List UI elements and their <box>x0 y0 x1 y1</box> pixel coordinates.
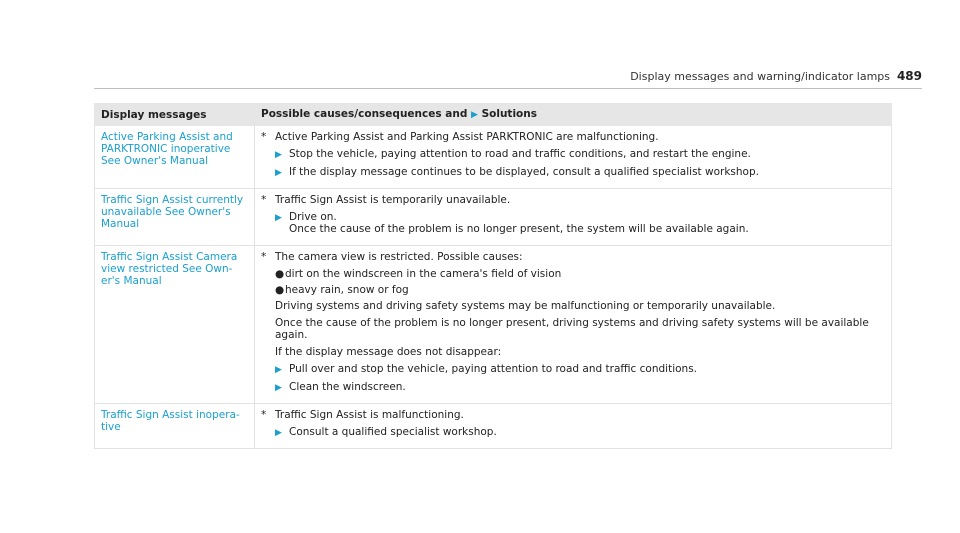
table-header-row <box>95 104 892 126</box>
causes-cell <box>255 189 892 246</box>
solution-step <box>261 426 885 438</box>
bullet-icon: ● <box>275 268 285 280</box>
step-text: Drive on. <box>289 211 337 223</box>
cause-line <box>261 194 885 206</box>
causes-cell <box>255 246 892 404</box>
consequence-text: Driving systems and driving safety systems may be malfunctioning or temporarily unavailable. <box>275 300 776 312</box>
table-row <box>95 246 892 404</box>
step-text: Pull over and stop the vehicle, paying attention to road and traffic conditions. <box>289 363 697 375</box>
column-header-causes <box>255 104 892 126</box>
display-message: Traffic Sign Assist Camera view restricted See Own-er's Manual <box>95 246 255 404</box>
cause-bullet <box>261 284 885 296</box>
solution-step <box>261 363 885 375</box>
star-icon: * <box>261 194 267 206</box>
step-text: Clean the windscreen. <box>289 381 406 393</box>
table-row <box>95 189 892 246</box>
causes-cell <box>255 404 892 449</box>
display-messages-table <box>94 103 892 449</box>
solution-arrow-icon: ▶ <box>471 110 478 120</box>
display-message: Active Parking Assist and PARKTRONIC inoperative See Owner's Manual <box>95 126 255 189</box>
solution-step <box>261 166 885 178</box>
arrow-icon: ▶ <box>275 365 282 375</box>
arrow-icon: ▶ <box>275 168 282 178</box>
step-text: If the display message continues to be displayed, consult a qualified specialist workshop. <box>289 166 759 178</box>
causes-cell <box>255 126 892 189</box>
solution-step <box>261 148 885 160</box>
step-text: Consult a qualified specialist workshop. <box>289 426 497 438</box>
display-message: Traffic Sign Assist currently unavailable See Owner's Manual <box>95 189 255 246</box>
star-icon: * <box>261 251 267 263</box>
star-icon: * <box>261 409 267 421</box>
consequence-text: Once the cause of the problem is no longer present, driving systems and driving safety systems will be available again. <box>275 317 869 341</box>
solution-step <box>261 211 885 235</box>
arrow-icon: ▶ <box>275 150 282 160</box>
display-message: Traffic Sign Assist inopera-tive <box>95 404 255 449</box>
header-divider <box>94 88 922 89</box>
column-header-solutions-label: Solutions <box>481 108 537 120</box>
step-text: Stop the vehicle, paying attention to road and traffic conditions, and restart the engine. <box>289 148 751 160</box>
cause-text: Traffic Sign Assist is malfunctioning. <box>275 409 464 421</box>
cause-text: The camera view is restricted. Possible causes: <box>275 251 523 263</box>
star-icon: * <box>261 131 267 143</box>
running-title: Display messages and warning/indicator lamps <box>630 70 890 83</box>
column-header-messages: Display messages <box>95 104 255 126</box>
arrow-icon: ▶ <box>275 213 282 223</box>
cause-line <box>261 409 885 421</box>
cause-bullet <box>261 268 885 280</box>
bullet-text: dirt on the windscreen in the camera's field of vision <box>285 268 562 280</box>
page-number: 489 <box>896 69 922 83</box>
step-note: Once the cause of the problem is no longer present, the system will be available again. <box>289 223 749 235</box>
column-header-causes-label: Possible causes/consequences and <box>261 108 468 120</box>
cause-line <box>261 251 885 263</box>
arrow-icon: ▶ <box>275 428 282 438</box>
arrow-icon: ▶ <box>275 383 282 393</box>
cause-text: Active Parking Assist and Parking Assist PARKTRONIC are malfunctioning. <box>275 131 659 143</box>
solution-step <box>261 381 885 393</box>
bullet-icon: ● <box>275 284 285 296</box>
table-row <box>95 126 892 189</box>
cause-line <box>261 131 885 143</box>
cause-text: Traffic Sign Assist is temporarily unavailable. <box>275 194 511 206</box>
bullet-text: heavy rain, snow or fog <box>285 284 409 296</box>
table-row <box>95 404 892 449</box>
condition-text: If the display message does not disappear: <box>275 346 502 358</box>
